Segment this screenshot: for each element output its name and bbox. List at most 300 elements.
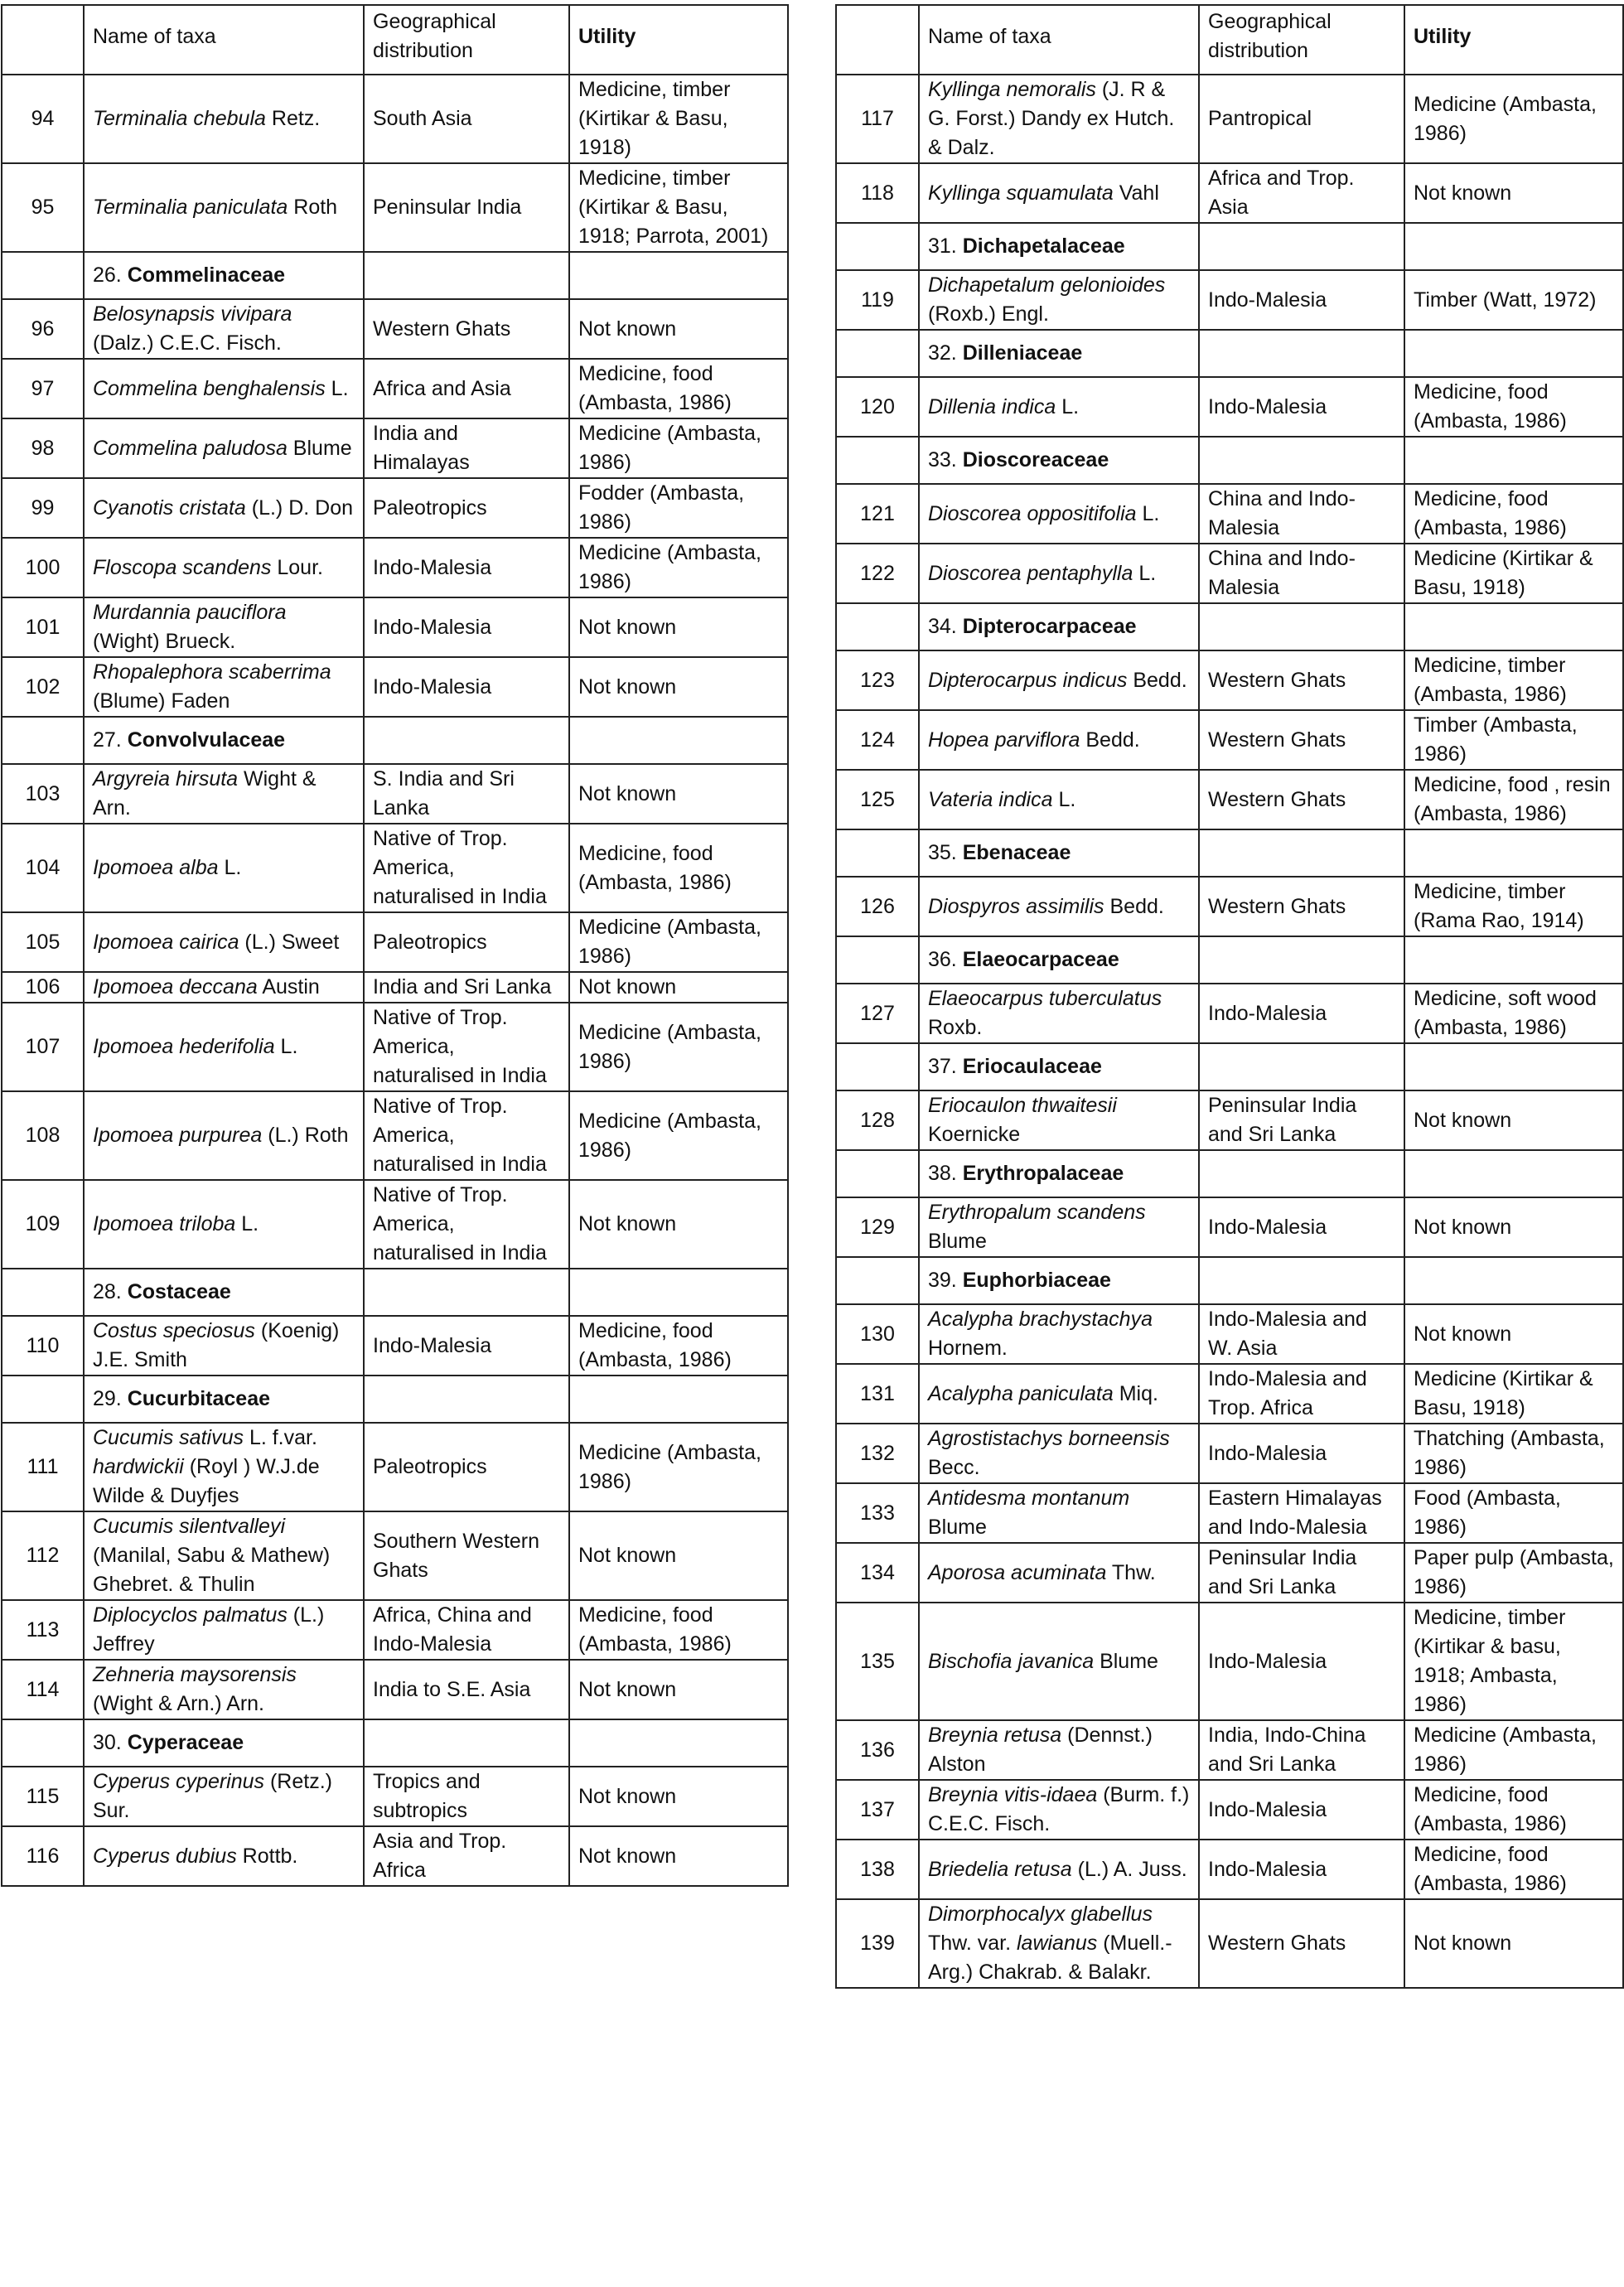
taxa-table-left-body — [2, 5, 788, 1886]
author-citation: (Roxb.) Engl. — [928, 302, 1049, 326]
author-citation: (Dalz.) C.E.C. Fisch. — [93, 331, 282, 355]
geo-cell: Africa and Trop. Asia — [1199, 163, 1404, 223]
taxon-name — [919, 1304, 1199, 1364]
family-label: Dipterocarpaceae — [962, 615, 1137, 638]
species-name: Zehneria maysorensis — [93, 1663, 297, 1686]
utility-cell — [569, 1376, 788, 1423]
geo-cell: Tropics and subtropics — [364, 1767, 569, 1826]
taxon-row — [2, 912, 788, 972]
family-index: 39. — [928, 1269, 957, 1292]
family-name — [84, 1376, 364, 1423]
author-citation: Bedd. — [1104, 894, 1164, 918]
taxon-name — [84, 538, 364, 597]
family-label: Erythropalaceae — [962, 1162, 1124, 1185]
taxon-row — [2, 1423, 788, 1511]
geo-cell — [364, 1376, 569, 1423]
author-citation: Austin — [257, 975, 320, 998]
species-name: Breynia vitis-idaea — [928, 1783, 1098, 1806]
taxon-row — [836, 1543, 1623, 1603]
author-citation: (Wight) Brueck. — [93, 630, 236, 653]
species-name: Aporosa acuminata — [928, 1560, 1107, 1584]
family-index: 27. — [93, 728, 122, 752]
family-index: 28. — [93, 1280, 122, 1303]
utility-cell: Paper pulp (Ambasta, 1986) — [1404, 1543, 1623, 1603]
geo-cell: Africa and Asia — [364, 359, 569, 418]
taxon-row — [836, 1720, 1623, 1780]
author-citation: (L.) Roth — [262, 1124, 349, 1147]
geo-cell: Peninsular India — [364, 163, 569, 252]
geo-cell — [1199, 603, 1404, 650]
infraspecific-name: hardwickii — [93, 1455, 184, 1478]
utility-cell — [1404, 829, 1623, 877]
author-citation: Thw. — [1106, 1560, 1156, 1584]
family-label: Euphorbiaceae — [962, 1269, 1111, 1292]
author-citation: Retz. — [265, 107, 321, 130]
species-name: Terminalia chebula — [93, 107, 266, 130]
row-number: 101 — [2, 597, 84, 657]
author-citation: (Retz.) Sur. — [93, 1770, 332, 1822]
taxon-name — [84, 299, 364, 359]
header-utility: Utility — [569, 5, 788, 75]
species-name: Eriocaulon thwaitesii — [928, 1094, 1117, 1117]
species-name: Cyperus cyperinus — [93, 1770, 265, 1793]
taxon-name — [919, 1364, 1199, 1424]
row-number: 95 — [2, 163, 84, 252]
family-row — [836, 603, 1623, 650]
author-citation: L. — [1136, 501, 1160, 525]
family-index: 29. — [93, 1387, 122, 1410]
geo-cell: Western Ghats — [1199, 650, 1404, 710]
family-label: Elaeocarpaceae — [962, 948, 1119, 971]
family-index: 35. — [928, 841, 957, 864]
utility-cell — [1404, 330, 1623, 377]
utility-cell: Medicine (Ambasta, 1986) — [569, 1091, 788, 1180]
family-row — [2, 1376, 788, 1423]
row-number: 102 — [2, 657, 84, 717]
row-number: 96 — [2, 299, 84, 359]
utility-cell: Food (Ambasta, 1986) — [1404, 1483, 1623, 1543]
row-number: 104 — [2, 824, 84, 912]
row-number: 123 — [836, 650, 919, 710]
utility-cell: Medicine, food (Ambasta, 1986) — [569, 359, 788, 418]
row-number — [836, 1150, 919, 1197]
utility-cell: Not known — [1404, 1304, 1623, 1364]
author-citation: Roxb. — [928, 1016, 983, 1039]
row-number — [2, 252, 84, 299]
row-number: 98 — [2, 418, 84, 478]
geo-cell: Indo-Malesia — [1199, 1780, 1404, 1840]
row-number: 122 — [836, 544, 919, 603]
row-number: 126 — [836, 877, 919, 936]
row-number — [836, 1257, 919, 1304]
taxon-row — [2, 1091, 788, 1180]
taxon-name — [84, 1511, 364, 1600]
utility-cell — [569, 717, 788, 764]
utility-cell — [1404, 1257, 1623, 1304]
row-number: 139 — [836, 1899, 919, 1988]
geo-cell: Pantropical — [1199, 75, 1404, 163]
geo-cell: India and Himalayas — [364, 418, 569, 478]
species-name: Ipomoea cairica — [93, 930, 239, 954]
geo-cell: Western Ghats — [1199, 1899, 1404, 1988]
row-number — [836, 936, 919, 984]
species-name: Acalypha brachystachya — [928, 1308, 1153, 1331]
header-utility: Utility — [1404, 5, 1623, 75]
author-citation: (Wight & Arn.) Arn. — [93, 1692, 265, 1715]
geo-cell: Indo-Malesia — [364, 657, 569, 717]
taxon-row — [836, 877, 1623, 936]
taxon-name — [919, 1424, 1199, 1483]
taxon-name — [84, 1316, 364, 1376]
utility-cell: Medicine (Ambasta, 1986) — [569, 538, 788, 597]
author-citation: Blume — [1094, 1649, 1158, 1673]
taxon-name — [919, 1197, 1199, 1257]
geo-cell: Indo-Malesia — [1199, 1603, 1404, 1720]
row-number — [836, 603, 919, 650]
row-number: 119 — [836, 270, 919, 330]
taxon-row — [836, 377, 1623, 437]
species-name: Agrostistachys borneensis — [928, 1427, 1170, 1450]
species-name: Ipomoea hederifolia — [93, 1035, 275, 1058]
geo-cell — [364, 1719, 569, 1767]
row-number: 114 — [2, 1660, 84, 1719]
author-citation: L. — [1052, 787, 1076, 811]
utility-cell: Not known — [569, 1767, 788, 1826]
geo-cell: Native of Trop. America, naturalised in India — [364, 1003, 569, 1091]
taxon-row — [2, 163, 788, 252]
family-index: 26. — [93, 264, 122, 287]
family-name — [919, 1043, 1199, 1090]
author-citation: L. — [325, 376, 349, 400]
taxon-name — [919, 650, 1199, 710]
taxon-row — [2, 1003, 788, 1091]
utility-cell: Medicine (Ambasta, 1986) — [1404, 75, 1623, 163]
row-number: 118 — [836, 163, 919, 223]
geo-cell — [1199, 330, 1404, 377]
taxon-row — [2, 1826, 788, 1886]
utility-cell: Medicine, food (Ambasta, 1986) — [1404, 377, 1623, 437]
species-name: Cyanotis cristata — [93, 496, 246, 520]
infraspecific-name: lawianus — [1016, 1932, 1098, 1955]
species-name: Rhopalephora scaberrima — [93, 660, 331, 684]
taxon-row — [2, 1511, 788, 1600]
author-citation: Vahl — [1113, 181, 1159, 205]
taxon-name — [919, 770, 1199, 829]
species-name: Dioscorea pentaphylla — [928, 561, 1133, 585]
taxon-name — [919, 984, 1199, 1043]
utility-cell: Medicine, food (Ambasta, 1986) — [1404, 1780, 1623, 1840]
species-name: Vateria indica — [928, 787, 1053, 811]
taxon-name — [919, 270, 1199, 330]
utility-cell: Medicine (Ambasta, 1986) — [1404, 1720, 1623, 1780]
utility-cell — [1404, 936, 1623, 984]
family-name — [919, 936, 1199, 984]
species-name: Ipomoea alba — [93, 856, 219, 879]
geo-cell: South Asia — [364, 75, 569, 163]
taxon-row — [2, 75, 788, 163]
taxon-row — [2, 1316, 788, 1376]
geo-cell: Paleotropics — [364, 1423, 569, 1511]
taxon-row — [836, 1899, 1623, 1988]
utility-cell — [1404, 1043, 1623, 1090]
utility-cell — [1404, 437, 1623, 484]
utility-cell: Medicine, timber (Kirtikar & Basu, 1918) — [569, 75, 788, 163]
row-number: 137 — [836, 1780, 919, 1840]
taxon-name — [919, 1840, 1199, 1899]
row-number — [2, 1719, 84, 1767]
row-number: 125 — [836, 770, 919, 829]
taxon-name — [919, 1483, 1199, 1543]
row-number — [836, 829, 919, 877]
taxon-name — [919, 377, 1199, 437]
taxon-name — [84, 1003, 364, 1091]
geo-cell — [364, 252, 569, 299]
row-number: 132 — [836, 1424, 919, 1483]
family-name — [84, 1719, 364, 1767]
author-citation: (J. R & G. Forst.) Dandy ex Hutch. & Dalz. — [928, 78, 1175, 159]
row-number: 117 — [836, 75, 919, 163]
family-name — [84, 717, 364, 764]
geo-cell: Native of Trop. America, naturalised in India — [364, 1091, 569, 1180]
taxon-name — [84, 597, 364, 657]
author-citation: Koernicke — [928, 1123, 1021, 1146]
row-number: 133 — [836, 1483, 919, 1543]
species-name: Floscopa scandens — [93, 555, 272, 579]
geo-cell: China and Indo-Malesia — [1199, 544, 1404, 603]
row-number: 103 — [2, 764, 84, 824]
utility-cell: Medicine, timber (Kirtikar & Basu, 1918; Parrota, 2001) — [569, 163, 788, 252]
author-citation: (Burm. f.) C.E.C. Fisch. — [928, 1783, 1190, 1835]
taxon-row — [2, 418, 788, 478]
utility-cell: Not known — [569, 1511, 788, 1600]
geo-cell: S. India and Sri Lanka — [364, 764, 569, 824]
row-number: 136 — [836, 1720, 919, 1780]
row-number: 127 — [836, 984, 919, 1043]
utility-cell: Timber (Watt, 1972) — [1404, 270, 1623, 330]
taxon-name — [919, 544, 1199, 603]
taxon-row — [2, 359, 788, 418]
row-number: 131 — [836, 1364, 919, 1424]
row-number: 107 — [2, 1003, 84, 1091]
geo-cell: Eastern Himalayas and Indo-Malesia — [1199, 1483, 1404, 1543]
row-number: 120 — [836, 377, 919, 437]
utility-cell: Medicine, food (Ambasta, 1986) — [1404, 1840, 1623, 1899]
geo-cell: Indo-Malesia — [364, 597, 569, 657]
geo-cell: India to S.E. Asia — [364, 1660, 569, 1719]
species-name: Bischofia javanica — [928, 1649, 1095, 1673]
species-name: Diplocyclos palmatus — [93, 1603, 288, 1627]
header-name: Name of taxa — [919, 5, 1199, 75]
row-number: 99 — [2, 478, 84, 538]
geo-cell: Southern Western Ghats — [364, 1511, 569, 1600]
taxon-row — [2, 657, 788, 717]
taxon-row — [2, 478, 788, 538]
taxon-name — [84, 972, 364, 1003]
author-citation: (L.) Jeffrey — [93, 1603, 325, 1656]
taxon-row — [836, 75, 1623, 163]
geo-cell: Peninsular India and Sri Lanka — [1199, 1543, 1404, 1603]
taxon-name — [84, 912, 364, 972]
taxon-row — [836, 710, 1623, 770]
species-name: Terminalia paniculata — [93, 196, 288, 219]
taxon-row — [836, 984, 1623, 1043]
row-number: 111 — [2, 1423, 84, 1511]
utility-cell: Medicine (Ambasta, 1986) — [569, 1423, 788, 1511]
family-row — [836, 936, 1623, 984]
family-label: Ebenaceae — [962, 841, 1071, 864]
species-name: Costus speciosus — [93, 1319, 255, 1342]
author-citation: L. — [1133, 561, 1157, 585]
row-number — [2, 717, 84, 764]
taxon-name — [84, 824, 364, 912]
family-name — [919, 437, 1199, 484]
author-citation: L. — [274, 1035, 298, 1058]
author-citation: L. — [235, 1212, 259, 1235]
family-name — [919, 1150, 1199, 1197]
family-row — [2, 1269, 788, 1316]
author-citation: (Blume) Faden — [93, 689, 230, 713]
species-name: Commelina benghalensis — [93, 376, 326, 400]
utility-cell: Not known — [569, 299, 788, 359]
taxon-name — [84, 75, 364, 163]
family-label: Cyperaceae — [127, 1731, 244, 1754]
geo-cell: Western Ghats — [364, 299, 569, 359]
author-citation: (Royl ) W.J.de Wilde & Duyfjes — [93, 1455, 320, 1507]
geo-cell: India, Indo-China and Sri Lanka — [1199, 1720, 1404, 1780]
utility-cell: Medicine (Kirtikar & Basu, 1918) — [1404, 1364, 1623, 1424]
utility-cell: Medicine, food , resin (Ambasta, 1986) — [1404, 770, 1623, 829]
species-name: Ipomoea purpurea — [93, 1124, 263, 1147]
taxon-row — [836, 1483, 1623, 1543]
taxon-row — [2, 824, 788, 912]
row-number: 94 — [2, 75, 84, 163]
table-header-row — [836, 5, 1623, 75]
geo-cell: Indo-Malesia — [1199, 270, 1404, 330]
family-index: 36. — [928, 948, 957, 971]
taxon-name — [84, 1600, 364, 1660]
species-name: Dimorphocalyx glabellus — [928, 1903, 1153, 1926]
taxon-row — [836, 1304, 1623, 1364]
author-citation: Blume — [928, 1516, 987, 1539]
family-row — [836, 223, 1623, 270]
author-citation: Thw. var. — [928, 1932, 1017, 1955]
row-number: 105 — [2, 912, 84, 972]
author-citation: (Koenig) J.E. Smith — [93, 1319, 340, 1371]
species-name: Cucumis sativus — [93, 1426, 244, 1449]
taxon-name — [84, 764, 364, 824]
row-number — [836, 223, 919, 270]
taxon-row — [2, 972, 788, 1003]
row-number: 130 — [836, 1304, 919, 1364]
family-row — [836, 1150, 1623, 1197]
species-name: Hopea parviflora — [928, 728, 1080, 752]
utility-cell: Not known — [569, 1660, 788, 1719]
utility-cell — [1404, 603, 1623, 650]
family-row — [836, 437, 1623, 484]
geo-cell: Indo-Malesia — [1199, 1197, 1404, 1257]
geo-cell: Western Ghats — [1199, 877, 1404, 936]
table-header-row — [2, 5, 788, 75]
taxon-row — [2, 299, 788, 359]
row-number: 106 — [2, 972, 84, 1003]
family-label: Convolvulaceae — [127, 728, 286, 752]
family-label: Eriocaulaceae — [962, 1055, 1102, 1078]
taxon-name — [84, 163, 364, 252]
taxon-row — [836, 1780, 1623, 1840]
utility-cell: Medicine (Kirtikar & Basu, 1918) — [1404, 544, 1623, 603]
geo-cell — [364, 1269, 569, 1316]
utility-cell: Not known — [569, 1180, 788, 1269]
taxon-row — [836, 1364, 1623, 1424]
row-number: 116 — [2, 1826, 84, 1886]
family-name — [919, 223, 1199, 270]
family-label: Cucurbitaceae — [127, 1387, 271, 1410]
taxon-row — [2, 1660, 788, 1719]
utility-cell: Not known — [569, 972, 788, 1003]
utility-cell: Fodder (Ambasta, 1986) — [569, 478, 788, 538]
geo-cell: Paleotropics — [364, 478, 569, 538]
family-label: Dilleniaceae — [962, 341, 1083, 365]
species-name: Dillenia indica — [928, 394, 1056, 418]
utility-cell: Medicine, food (Ambasta, 1986) — [1404, 484, 1623, 544]
author-citation: Bedd. — [1127, 668, 1187, 692]
utility-cell: Medicine, food (Ambasta, 1986) — [569, 824, 788, 912]
geo-cell — [364, 717, 569, 764]
utility-cell — [569, 1719, 788, 1767]
taxon-row — [836, 1840, 1623, 1899]
row-number: 129 — [836, 1197, 919, 1257]
taxon-row — [2, 1180, 788, 1269]
family-row — [2, 1719, 788, 1767]
row-number — [836, 330, 919, 377]
family-name — [919, 330, 1199, 377]
family-label: Costaceae — [127, 1280, 231, 1303]
utility-cell — [1404, 1150, 1623, 1197]
row-number: 115 — [2, 1767, 84, 1826]
family-row — [2, 717, 788, 764]
utility-cell: Not known — [1404, 163, 1623, 223]
geo-cell — [1199, 223, 1404, 270]
geo-cell: Indo-Malesia — [1199, 1424, 1404, 1483]
geo-cell: Indo-Malesia and Trop. Africa — [1199, 1364, 1404, 1424]
author-citation: (L.) D. Don — [245, 496, 353, 520]
author-citation: Rottb. — [236, 1844, 298, 1868]
utility-cell — [1404, 223, 1623, 270]
row-number: 113 — [2, 1600, 84, 1660]
geo-cell: Indo-Malesia — [1199, 1840, 1404, 1899]
taxon-name — [84, 657, 364, 717]
geo-cell — [1199, 1043, 1404, 1090]
author-citation: Lour. — [271, 555, 323, 579]
author-citation: (Dennst.) Alston — [928, 1724, 1153, 1776]
utility-cell: Not known — [569, 597, 788, 657]
author-citation: (L.) Sweet — [239, 930, 340, 954]
family-row — [836, 829, 1623, 877]
utility-cell: Medicine, soft wood (Ambasta, 1986) — [1404, 984, 1623, 1043]
taxon-row — [2, 764, 788, 824]
geo-cell: Paleotropics — [364, 912, 569, 972]
row-number: 97 — [2, 359, 84, 418]
taxon-name — [919, 75, 1199, 163]
taxon-name — [84, 478, 364, 538]
taxon-name — [84, 1826, 364, 1886]
author-citation: (Muell.-Arg.) Chakrab. & Balakr. — [928, 1932, 1172, 1984]
taxon-row — [836, 163, 1623, 223]
family-index: 30. — [93, 1731, 122, 1754]
header-number — [836, 5, 919, 75]
geo-cell: Africa, China and Indo-Malesia — [364, 1600, 569, 1660]
utility-cell: Medicine, timber (Ambasta, 1986) — [1404, 650, 1623, 710]
